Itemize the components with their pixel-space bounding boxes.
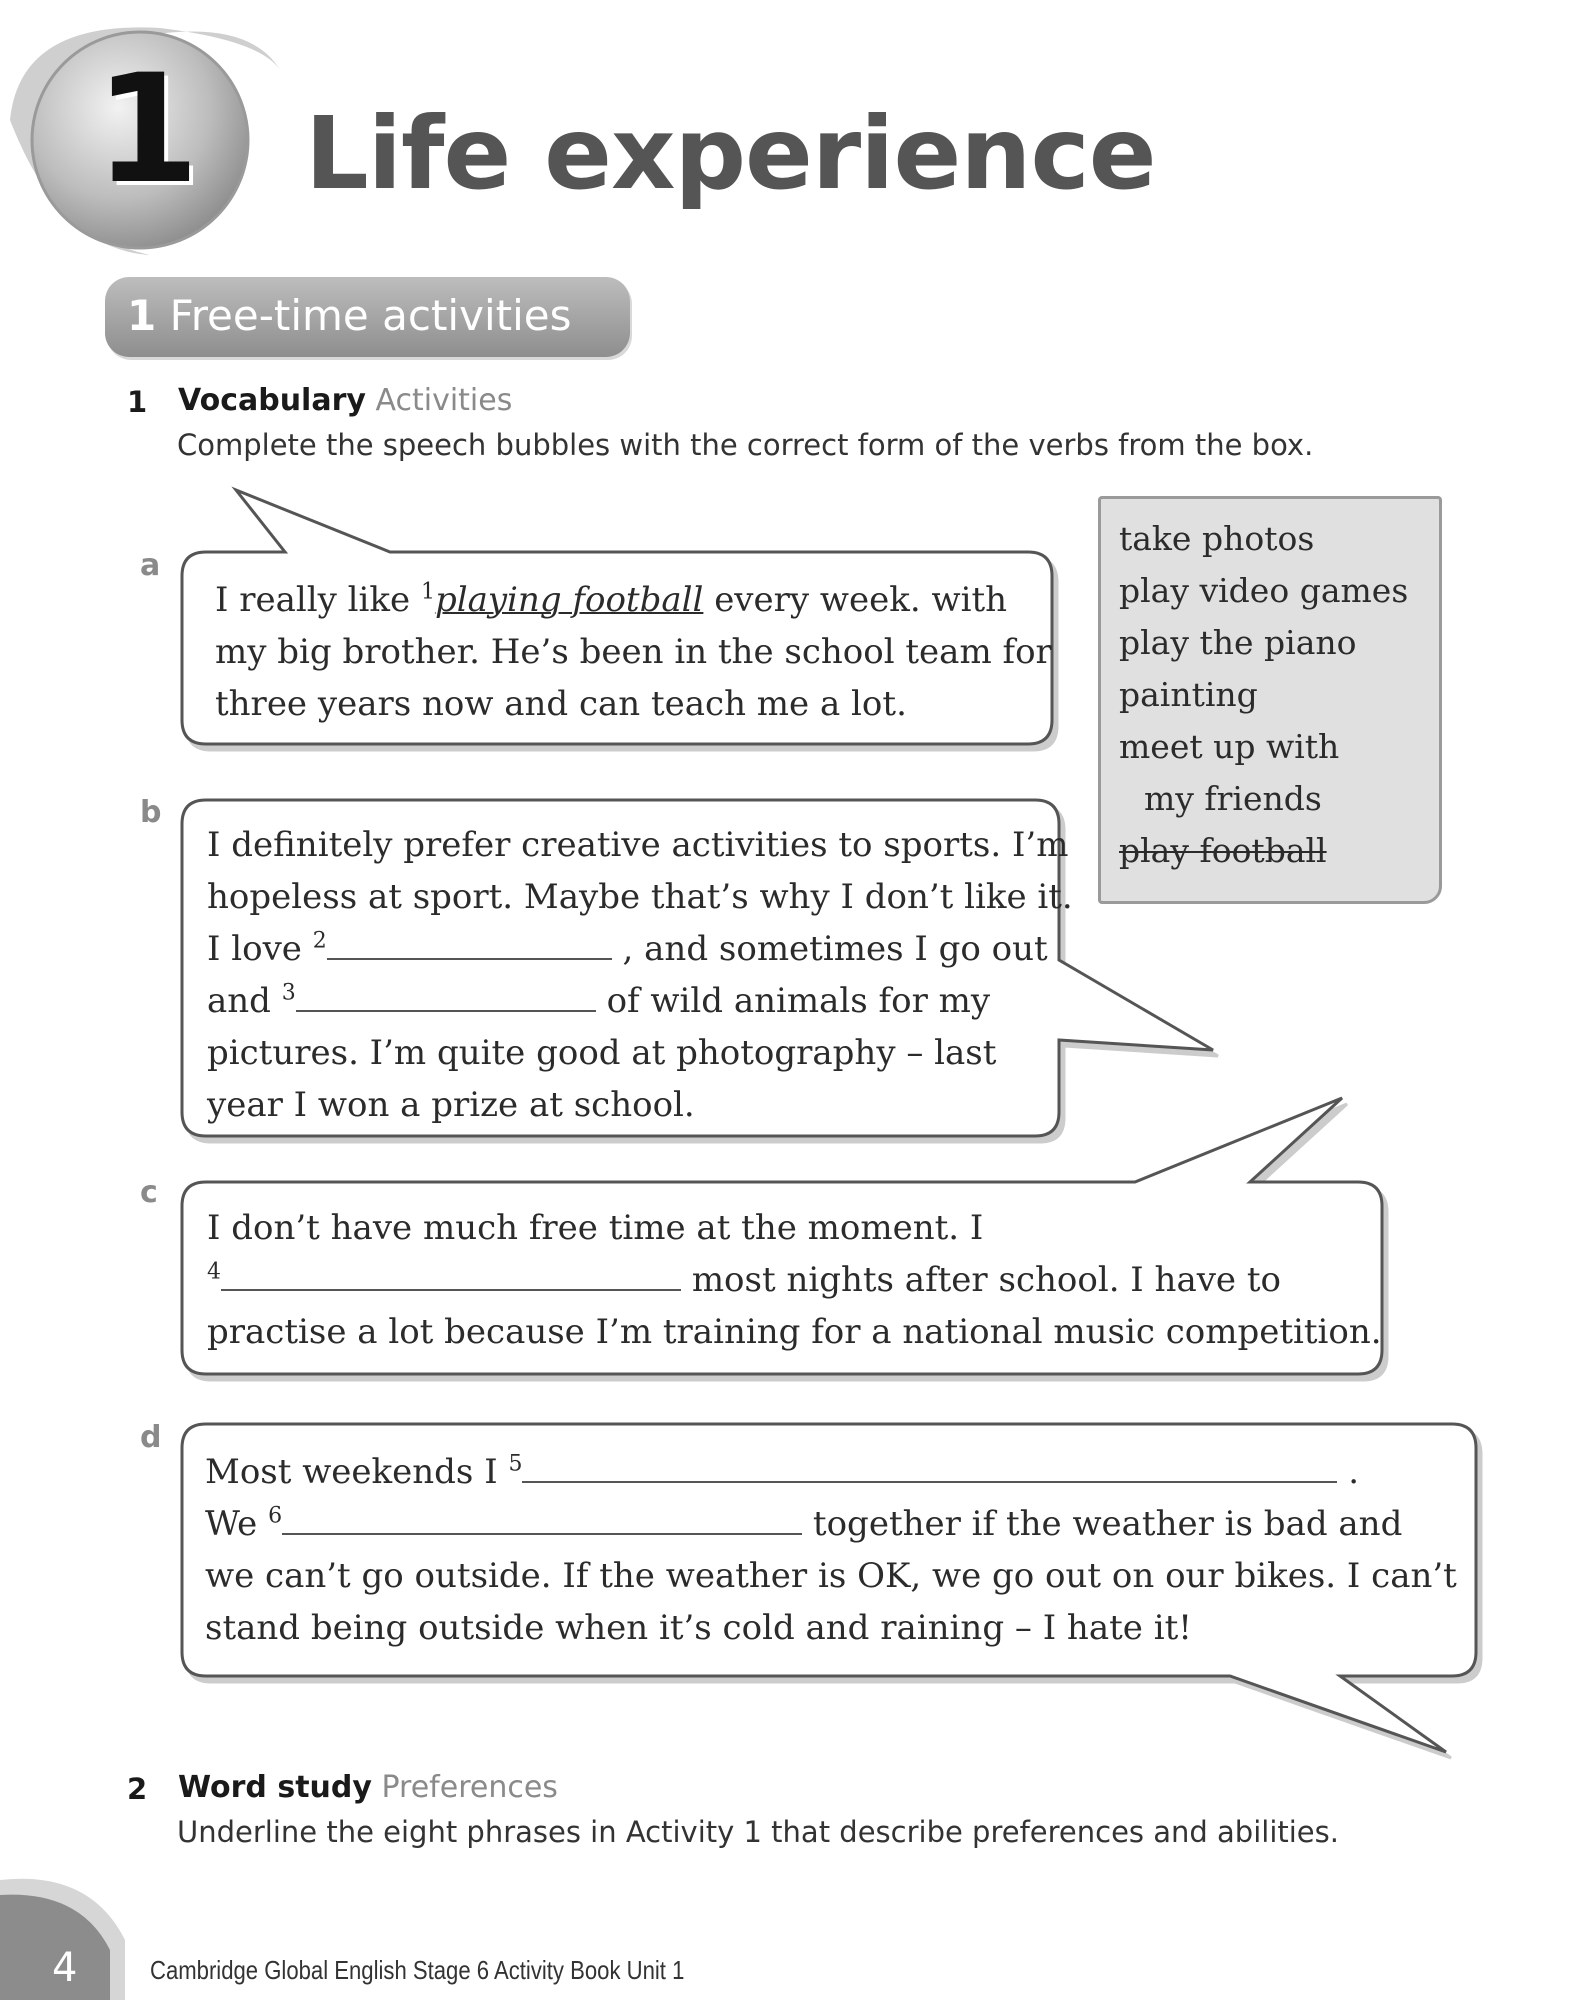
- word-box-item: painting: [1119, 675, 1258, 714]
- text: Most weekends I: [205, 1452, 498, 1492]
- unit-title: Life experience: [305, 95, 1156, 212]
- bubble-b-line-6: year I won a prize at school.: [207, 1085, 695, 1125]
- bubble-b-line-3: [207, 929, 1048, 969]
- bubble-d-line-3: we can’t go outside. If the weather is OK, we go out on our bikes. I can’t: [205, 1556, 1457, 1596]
- gap-number: 6: [268, 1503, 283, 1529]
- bubble-c-line-2: [207, 1260, 1281, 1300]
- word-box-item-used: play football: [1119, 831, 1327, 870]
- text: and: [207, 981, 271, 1021]
- word-box-item: meet up with: [1119, 727, 1340, 766]
- text: We: [205, 1504, 258, 1544]
- bubble-d-letter: d: [140, 1420, 162, 1455]
- gap-2-field[interactable]: [327, 957, 612, 960]
- bubble-a-letter: a: [140, 548, 161, 583]
- activity1-heading: [178, 383, 512, 418]
- text: every week. with: [714, 580, 1008, 620]
- activity2-title: Word study: [178, 1770, 372, 1805]
- bubble-a-line-1: [215, 580, 1007, 620]
- activity2-instruction: Underline the eight phrases in Activity 1 that describe preferences and abilities.: [177, 1815, 1339, 1849]
- activity2-number: 2: [127, 1772, 148, 1806]
- bubble-d-line-4: stand being outside when it’s cold and raining – I hate it!: [205, 1608, 1192, 1648]
- bubble-d-line-2: [205, 1504, 1402, 1544]
- bubble-c-line-3: practise a lot because I’m training for a national music competition.: [207, 1312, 1382, 1352]
- word-box-item: take photos: [1119, 519, 1315, 558]
- lesson-title: Free-time activities: [169, 291, 572, 340]
- bubble-b-line-2: hopeless at sport. Maybe that’s why I don’t like it.: [207, 877, 1073, 917]
- footer-text: Cambridge Global English Stage 6 Activity Book Unit 1: [150, 1955, 685, 1985]
- text: most nights after school. I have to: [691, 1260, 1281, 1300]
- bubble-a-line-2: my big brother. He’s been in the school team for: [215, 632, 1052, 672]
- gap-number: 2: [312, 928, 327, 954]
- bubble-b-line-1: I definitely prefer creative activities to sports. I’m: [207, 825, 1069, 865]
- gap-5-field[interactable]: [522, 1480, 1337, 1483]
- word-box-item: play the piano: [1119, 623, 1357, 662]
- bubble-b-line-5: pictures. I’m quite good at photography – last: [207, 1033, 997, 1073]
- unit-number: 1: [95, 43, 200, 217]
- text: of wild animals for my: [606, 981, 991, 1021]
- word-box-item: play video games: [1119, 571, 1409, 610]
- page-number: 4: [52, 1945, 78, 1991]
- text: .: [1348, 1452, 1360, 1492]
- bubble-d-line-1: [205, 1452, 1359, 1492]
- gap-number: 3: [281, 980, 296, 1006]
- bubble-c-letter: c: [140, 1175, 158, 1210]
- gap-4-field[interactable]: [221, 1288, 681, 1291]
- text: together if the weather is bad and: [812, 1504, 1403, 1544]
- gap-3-field[interactable]: [296, 1009, 596, 1012]
- word-box-item: my friends: [1144, 779, 1322, 818]
- word-box: [1098, 496, 1442, 904]
- lesson-number: 1: [127, 291, 157, 340]
- gap-number: 1: [420, 579, 435, 605]
- bubble-b-line-4: [207, 981, 990, 1021]
- bubble-b-letter: b: [140, 795, 162, 830]
- text: , and sometimes I go out: [622, 929, 1048, 969]
- bubble-a-line-3: three years now and can teach me a lot.: [215, 684, 907, 724]
- activity1-instruction: Complete the speech bubbles with the correct form of the verbs from the box.: [177, 428, 1314, 462]
- gap-number: 5: [508, 1451, 523, 1477]
- activity1-subtitle: Activities: [375, 383, 513, 418]
- gap-number: 4: [207, 1259, 221, 1285]
- text: I really like: [215, 580, 411, 620]
- activity2-subtitle: Preferences: [381, 1770, 558, 1805]
- gap-6-field[interactable]: [282, 1532, 802, 1535]
- bubble-c-line-1: I don’t have much free time at the moment. I: [207, 1208, 984, 1248]
- activity2-heading: [178, 1770, 558, 1805]
- lesson-heading: [105, 277, 630, 357]
- text: I love: [207, 929, 302, 969]
- gap-1-answer: playing football: [434, 580, 704, 620]
- activity1-title: Vocabulary: [178, 383, 366, 418]
- activity1-number: 1: [127, 385, 148, 419]
